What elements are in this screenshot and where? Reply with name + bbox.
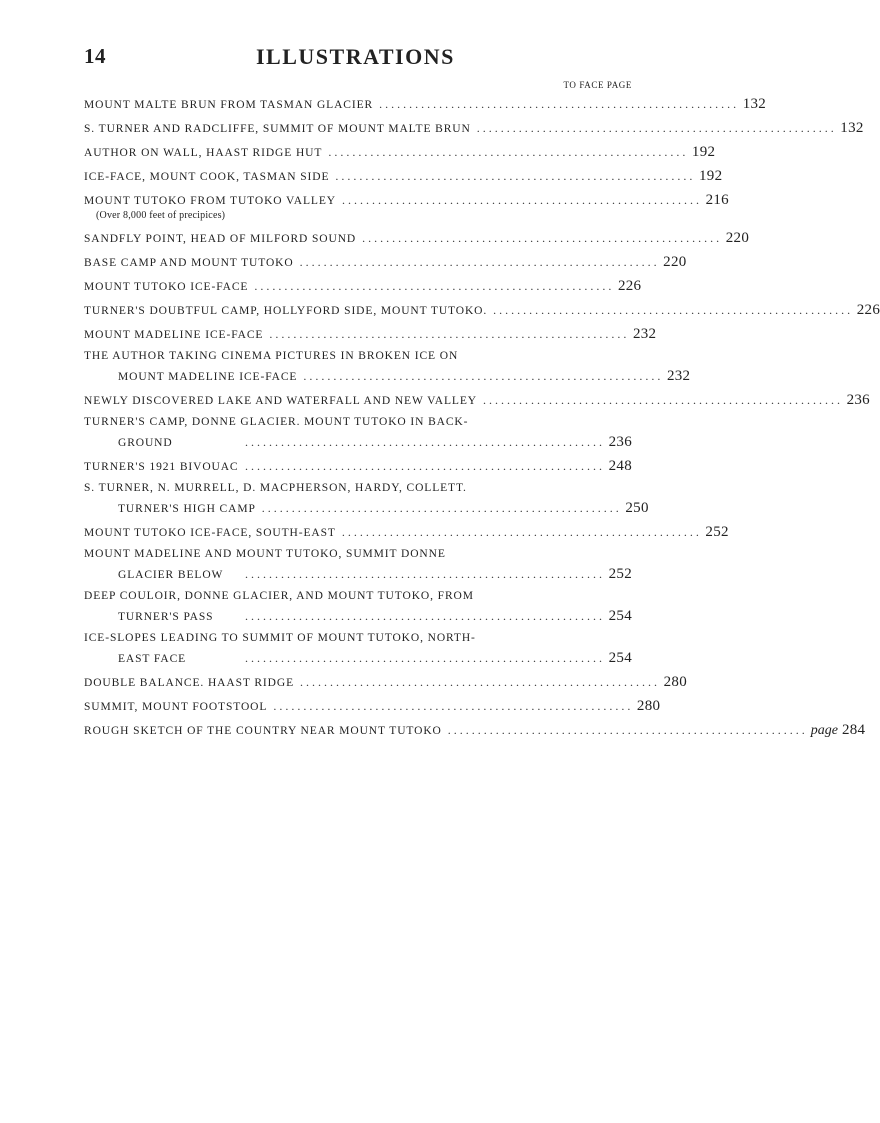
entry-caption: MOUNT MADELINE AND MOUNT TUTOKO, SUMMIT DONNE: [84, 548, 446, 560]
dot-leader: . . . . . . . . . . . . . . . . . . . . . . . . . . . . . . . . . . . . . . . . . . . . . . . . . . . . . . . . . . . .: [493, 303, 851, 317]
entry-line: [84, 608, 632, 626]
entry-line: [84, 302, 880, 320]
entry-line: [84, 590, 632, 608]
entry-page-number: [663, 674, 687, 691]
entry-line: [84, 416, 632, 434]
entry-page-number: [856, 302, 880, 319]
list-item: [84, 482, 649, 518]
entry-page-number: [617, 278, 641, 295]
page-value: 220: [725, 230, 750, 246]
entry-line: [84, 722, 866, 740]
entry-page-number: [725, 230, 749, 247]
entry-caption: DEEP COULOIR, DONNE GLACIER, AND MOUNT TUTOKO, FROM: [84, 590, 474, 602]
entry-caption: GROUND: [118, 437, 173, 449]
entry-caption: EAST FACE: [118, 653, 187, 665]
list-item: [84, 96, 767, 114]
list-item: [84, 698, 661, 716]
entry-line: [84, 566, 632, 584]
list-item: [84, 192, 729, 224]
list-item: [84, 278, 642, 296]
page-value: 254: [608, 608, 632, 624]
entry-page-number: [608, 650, 632, 667]
list-item: [84, 458, 632, 476]
entry-page-number: [691, 144, 715, 161]
page-value: 220: [663, 254, 687, 270]
dot-leader: . . . . . . . . . . . . . . . . . . . . . . . . . . . . . . . . . . . . . . . . . . . . . . . . . . . . . . . . . . . .: [299, 255, 657, 269]
entry-caption: S. TURNER, N. MURRELL, D. MACPHERSON, HARDY, COLLETT.: [84, 482, 467, 494]
page-value: 226: [617, 278, 642, 294]
entry-caption: SANDFLY POINT, HEAD OF MILFORD SOUND: [84, 233, 357, 245]
entry-page-number: [663, 254, 687, 271]
entry-line: [84, 168, 723, 186]
dot-leader: . . . . . . . . . . . . . . . . . . . . . . . . . . . . . . . . . . . . . . . . . . . . . . . . . . . . . . . . . . . .: [245, 435, 602, 449]
page-value: 132: [742, 96, 767, 112]
page-value: 284: [841, 722, 866, 738]
entry-line: [84, 548, 632, 566]
entry-line: [84, 350, 632, 368]
entry-caption: MOUNT MADELINE ICE-FACE: [84, 329, 264, 341]
entry-line: [84, 326, 657, 344]
entry-caption: TURNER'S DOUBTFUL CAMP, HOLLYFORD SIDE, MOUNT TUTOKO.: [84, 305, 488, 317]
page-value: 192: [691, 144, 716, 160]
entry-line: [84, 632, 632, 650]
illustration-list: [84, 96, 880, 746]
dot-leader: . . . . . . . . . . . . . . . . . . . . . . . . . . . . . . . . . . . . . . . . . . . . . . . . . . . . . . . . . . . .: [245, 459, 602, 473]
dot-leader: . . . . . . . . . . . . . . . . . . . . . . . . . . . . . . . . . . . . . . . . . . . . . . . . . . . . . . . . . . . .: [269, 327, 627, 341]
entry-line: [84, 434, 632, 452]
page-value: 252: [608, 566, 632, 582]
list-item: [84, 548, 632, 584]
list-item: [84, 392, 870, 410]
entry-page-number: [811, 722, 866, 739]
page-value: 252: [705, 524, 729, 540]
list-item: [84, 590, 632, 626]
dot-leader: . . . . . . . . . . . . . . . . . . . . . . . . . . . . . . . . . . . . . . . . . . . . . . . . . . . . . . . . . . . .: [482, 393, 840, 407]
entry-line: [84, 120, 864, 138]
entry-page-number: [608, 608, 632, 625]
dot-leader: . . . . . . . . . . . . . . . . . . . . . . . . . . . . . . . . . . . . . . . . . . . . . . . . . . . . . . . . . . . .: [245, 609, 602, 623]
list-item: [84, 230, 750, 248]
dot-leader: . . . . . . . . . . . . . . . . . . . . . . . . . . . . . . . . . . . . . . . . . . . . . . . . . . . . . . . . . . . .: [261, 501, 619, 515]
entry-page-number: [608, 458, 632, 475]
entry-caption: DOUBLE BALANCE. HAAST RIDGE: [84, 677, 295, 689]
list-item: [84, 326, 657, 344]
entry-note: (Over 8,000 feet of precipices): [96, 210, 226, 221]
entry-page-number: [698, 168, 722, 185]
dot-leader: . . . . . . . . . . . . . . . . . . . . . . . . . . . . . . . . . . . . . . . . . . . . . . . . . . . . . . . . . . . .: [447, 723, 805, 737]
page-value: 280: [636, 698, 661, 714]
entry-line: [84, 368, 691, 386]
entry-page-number: [705, 192, 729, 209]
dot-leader: . . . . . . . . . . . . . . . . . . . . . . . . . . . . . . . . . . . . . . . . . . . . . . . . . . . . . . . . . . . .: [303, 369, 661, 383]
entry-line: [84, 482, 632, 500]
page-value: 132: [840, 120, 864, 136]
list-item: [84, 254, 687, 272]
page-value: 254: [608, 650, 632, 666]
dot-leader: . . . . . . . . . . . . . . . . . . . . . . . . . . . . . . . . . . . . . . . . . . . . . . . . . . . . . . . . . . . .: [476, 121, 834, 135]
entry-caption: ICE-SLOPES LEADING TO SUMMIT OF MOUNT TUTOKO, NORTH-: [84, 632, 476, 644]
entry-line: [84, 144, 716, 162]
entry-caption: MOUNT TUTOKO FROM TUTOKO VALLEY: [84, 195, 336, 207]
list-item: [84, 302, 880, 320]
entry-caption: MOUNT MALTE BRUN FROM TASMAN GLACIER: [84, 99, 374, 111]
entry-line: [84, 698, 661, 716]
page-value: 236: [846, 392, 870, 408]
page-value: 250: [625, 500, 649, 516]
list-item: [84, 168, 723, 186]
dot-leader: . . . . . . . . . . . . . . . . . . . . . . . . . . . . . . . . . . . . . . . . . . . . . . . . . . . . . . . . . . . .: [362, 231, 720, 245]
entry-page-number: [608, 434, 632, 451]
column-header: TO FACE PAGE: [563, 80, 632, 90]
entry-caption: TURNER'S 1921 BIVOUAC: [84, 461, 239, 473]
page-value: 280: [663, 674, 688, 690]
dot-leader: . . . . . . . . . . . . . . . . . . . . . . . . . . . . . . . . . . . . . . . . . . . . . . . . . . . . . . . . . . . .: [341, 193, 699, 207]
page-value: 232: [666, 368, 691, 384]
dot-leader: . . . . . . . . . . . . . . . . . . . . . . . . . . . . . . . . . . . . . . . . . . . . . . . . . . . . . . . . . . . .: [245, 567, 602, 581]
dot-leader: . . . . . . . . . . . . . . . . . . . . . . . . . . . . . . . . . . . . . . . . . . . . . . . . . . . . . . . . . . . .: [273, 699, 631, 713]
page-value: 232: [632, 326, 657, 342]
entry-line: [84, 254, 687, 272]
entry-page-number: [632, 326, 656, 343]
entry-line: [84, 392, 870, 410]
dot-leader: . . . . . . . . . . . . . . . . . . . . . . . . . . . . . . . . . . . . . . . . . . . . . . . . . . . . . . . . . . . .: [341, 525, 699, 539]
entry-caption: S. TURNER AND RADCLIFFE, SUMMIT OF MOUNT MALTE BRUN: [84, 123, 471, 135]
entry-caption: MOUNT TUTOKO ICE-FACE: [84, 281, 249, 293]
entry-line: [84, 500, 649, 518]
list-item: [84, 350, 691, 386]
page-title: ILLUSTRATIONS: [256, 44, 455, 69]
dot-leader: . . . . . . . . . . . . . . . . . . . . . . . . . . . . . . . . . . . . . . . . . . . . . . . . . . . . . . . . . . . .: [379, 97, 737, 111]
entry-line: [84, 192, 729, 210]
entry-page-number: [840, 120, 864, 137]
page-value: 192: [698, 168, 723, 184]
page-number: 14: [84, 44, 106, 68]
list-item: [84, 632, 632, 668]
entry-page-number: [666, 368, 690, 385]
page-value: 248: [608, 458, 632, 474]
entry-line: [84, 524, 729, 542]
entry-line: [84, 674, 688, 692]
entry-line: [84, 230, 750, 248]
entry-caption: TURNER'S HIGH CAMP: [118, 503, 256, 515]
list-item: [84, 674, 688, 692]
entry-line: [84, 650, 632, 668]
list-item: [84, 120, 864, 138]
page-value: 226: [856, 302, 880, 318]
entry-caption: MOUNT MADELINE ICE-FACE: [118, 371, 298, 383]
entry-caption: SUMMIT, MOUNT FOOTSTOOL: [84, 701, 268, 713]
page-value: 236: [608, 434, 632, 450]
entry-page-number: [742, 96, 766, 113]
entry-page-number: [846, 392, 870, 409]
dot-leader: . . . . . . . . . . . . . . . . . . . . . . . . . . . . . . . . . . . . . . . . . . . . . . . . . . . . . . . . . . . .: [245, 651, 602, 665]
entry-caption: GLACIER BELOW: [118, 569, 224, 581]
list-item: [84, 416, 632, 452]
entry-line: [84, 278, 642, 296]
entry-line: [84, 96, 767, 114]
list-item: [84, 524, 729, 542]
page-value: 216: [705, 192, 729, 208]
entry-caption: THE AUTHOR TAKING CINEMA PICTURES IN BROKEN ICE ON: [84, 350, 459, 362]
entry-page-number: [636, 698, 660, 715]
entry-caption: TURNER'S PASS: [118, 611, 214, 623]
entry-caption: MOUNT TUTOKO ICE-FACE, SOUTH-EAST: [84, 527, 336, 539]
dot-leader: . . . . . . . . . . . . . . . . . . . . . . . . . . . . . . . . . . . . . . . . . . . . . . . . . . . . . . . . . . . .: [335, 169, 693, 183]
list-item: [84, 144, 716, 162]
entry-page-number: [625, 500, 649, 517]
list-item: [84, 722, 866, 740]
dot-leader: . . . . . . . . . . . . . . . . . . . . . . . . . . . . . . . . . . . . . . . . . . . . . . . . . . . . . . . . . . . .: [328, 145, 686, 159]
entry-line: [84, 458, 632, 476]
dot-leader: . . . . . . . . . . . . . . . . . . . . . . . . . . . . . . . . . . . . . . . . . . . . . . . . . . . . . . . . . . . .: [254, 279, 612, 293]
entry-caption: BASE CAMP AND MOUNT TUTOKO: [84, 257, 294, 269]
entry-caption: AUTHOR ON WALL, HAAST RIDGE HUT: [84, 147, 323, 159]
illustrations-page: [84, 44, 880, 738]
entry-page-number: [608, 566, 632, 583]
page-label: page: [810, 723, 838, 738]
entry-caption: NEWLY DISCOVERED LAKE AND WATERFALL AND NEW VALLEY: [84, 395, 477, 407]
page-header: [84, 44, 632, 90]
entry-page-number: [705, 524, 729, 541]
entry-caption: TURNER'S CAMP, DONNE GLACIER. MOUNT TUTOKO IN BACK-: [84, 416, 469, 428]
entry-caption: ROUGH SKETCH OF THE COUNTRY NEAR MOUNT TUTOKO: [84, 725, 442, 737]
dot-leader: . . . . . . . . . . . . . . . . . . . . . . . . . . . . . . . . . . . . . . . . . . . . . . . . . . . . . . . . . . . .: [300, 675, 658, 689]
entry-caption: ICE-FACE, MOUNT COOK, TASMAN SIDE: [84, 171, 330, 183]
